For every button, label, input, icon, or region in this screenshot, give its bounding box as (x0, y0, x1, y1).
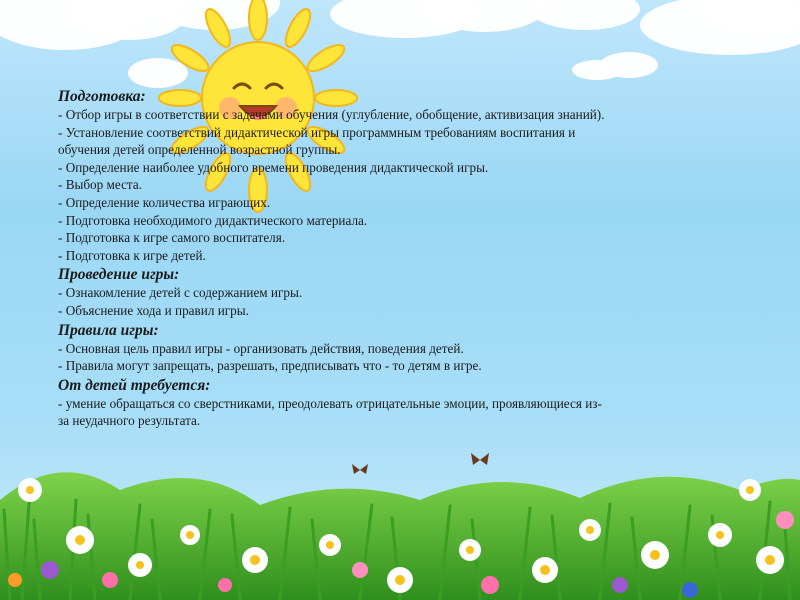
list-item: - Определение количества играющих. (58, 194, 271, 210)
list-item: - Ознакомление детей с содержанием игры. (58, 285, 303, 301)
flower-meadow-icon (0, 420, 800, 600)
list-item: - Подготовка к игре самого воспитателя. (58, 230, 286, 246)
list-item: - умение обращаться со сверстниками, преодолевать отрицательные эмоции, проявляющиеся из- (58, 395, 602, 411)
list-item: - Основная цель правил игры - организовать действия, поведения детей. (58, 340, 464, 356)
section-heading: Правила игры: (58, 321, 159, 339)
list-item: за неудачного результата. (58, 413, 201, 429)
section-heading: Подготовка: (58, 88, 146, 105)
list-item: - Установление соответствий дидактической игры программным требованиям воспитания и (58, 124, 576, 140)
list-item: - Выбор места. (58, 177, 142, 193)
list-item: - Подготовка к игре детей. (58, 247, 206, 263)
section-conduct (58, 265, 728, 319)
section-preparation (58, 87, 728, 264)
section-heading: Проведение игры: (58, 266, 180, 284)
section-rules (58, 321, 728, 375)
list-item: - Определение наиболее удобного времени проведения дидактической игры. (58, 159, 489, 175)
document-body (58, 86, 728, 430)
list-item: - Правила могут запрещать, разрешать, предписывать что - то детям в игре. (58, 358, 482, 374)
list-item: - Объяснение хода и правил игры. (58, 302, 249, 318)
list-item: - Отбор игры в соответствии с задачами обучения (углубление, обобщение, активизация знаний). (58, 107, 605, 122)
list-item: обучения детей определенной возрастной группы. (58, 142, 341, 158)
section-heading: От детей требуется: (58, 376, 211, 394)
list-item: - Подготовка необходимого дидактического материала. (58, 212, 368, 228)
